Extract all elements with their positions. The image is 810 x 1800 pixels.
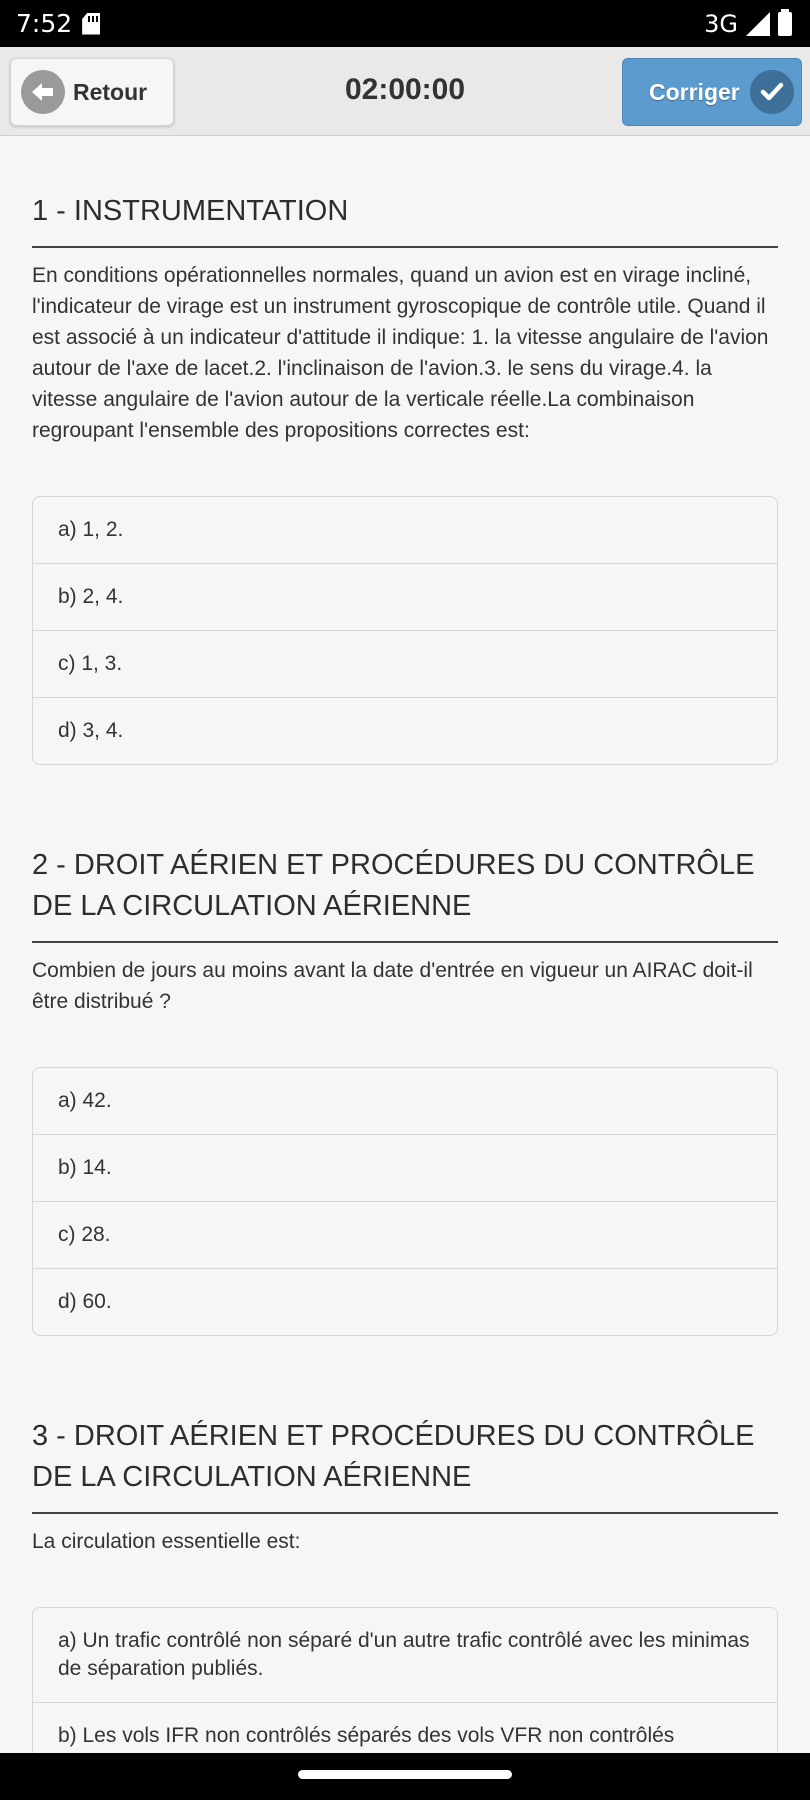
question-title: 1 - INSTRUMENTATION: [32, 191, 778, 248]
answer-option[interactable]: d) 3, 4.: [33, 697, 777, 764]
sd-card-icon: [82, 13, 100, 35]
network-type: 3G: [704, 9, 738, 38]
status-bar: [0, 0, 810, 47]
question-text: Combien de jours au moins avant la date d'entrée en vigueur un AIRAC doit-il être distribué ?: [32, 959, 753, 1013]
status-right: [704, 10, 792, 38]
signal-icon: [746, 12, 770, 36]
correct-button-label: Corriger: [649, 78, 740, 105]
answer-option[interactable]: a) Un trafic contrôlé non séparé d'un autre trafic contrôlé avec les minimas de séparation publiés.: [58, 1629, 750, 1680]
answer-option[interactable]: d) 60.: [33, 1268, 777, 1335]
answer-list: [32, 496, 778, 765]
answer-option[interactable]: b) Les vols IFR non contrôlés séparés des vols VFR non contrôlés: [33, 1702, 777, 1753]
question-title: 2 - DROIT AÉRIEN ET PROCÉDURES DU CONTRÔLE DE LA CIRCULATION AÉRIENNE: [32, 845, 778, 943]
question-text: La circulation essentielle est:: [32, 1530, 301, 1553]
answer-list: [32, 1607, 778, 1753]
answer-option[interactable]: a) 1, 2.: [58, 518, 124, 541]
answer-option[interactable]: c) 1, 3.: [33, 630, 777, 697]
answer-option[interactable]: b) 2, 4.: [33, 563, 777, 630]
answer-option[interactable]: b) 14.: [33, 1134, 777, 1201]
correct-button[interactable]: [622, 58, 802, 126]
question-card: [32, 191, 778, 765]
app-header: [0, 47, 810, 136]
answer-option[interactable]: c) 28.: [33, 1201, 777, 1268]
status-time: 7:52: [16, 9, 73, 38]
home-gesture-handle[interactable]: [298, 1770, 512, 1779]
status-left: [16, 9, 100, 38]
answer-option[interactable]: a) 42.: [58, 1089, 112, 1112]
question-list[interactable]: [0, 137, 810, 1753]
question-card: [32, 1416, 778, 1753]
question-card: [32, 845, 778, 1336]
navigation-bar: [0, 1753, 810, 1800]
answer-list: [32, 1067, 778, 1336]
question-text: En conditions opérationnelles normales, quand un avion est en virage incliné, l'indicateur de virage est un instrument gyroscopique de contrôle utile. Quand il est associé à un indicateur d'attitude il indique: 1. la vitesse angulaire de l'avion autour de l'axe de lacet.2. l'inclinaison de l'avion.3. le sens du virage.4. la vitesse angulaire de l'avion autour de la verticale réelle.La combinaison regroupant l'ensemble des propositions correctes est:: [32, 264, 769, 442]
question-title: 3 - DROIT AÉRIEN ET PROCÉDURES DU CONTRÔLE DE LA CIRCULATION AÉRIENNE: [32, 1416, 778, 1514]
timer: 02:00:00: [344, 73, 466, 106]
battery-icon: [778, 12, 792, 36]
check-icon: [750, 70, 794, 114]
back-button-label: Retour: [73, 78, 148, 105]
